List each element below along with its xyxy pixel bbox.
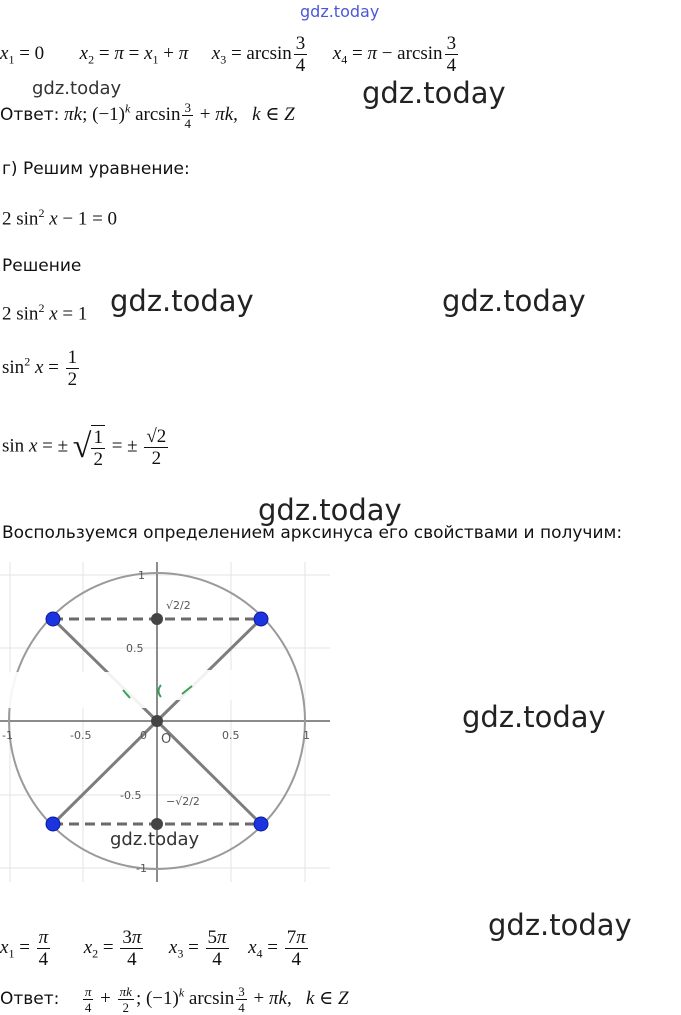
equation-step-2: $\sin^2 x$ = $\frac{1}{2}$ (2, 347, 78, 390)
watermark: gdz.today (462, 700, 606, 734)
tick-y-1: 1 (138, 569, 145, 582)
answer-suffix: k ∈ Z (252, 103, 295, 125)
watermark: gdz.today (362, 76, 506, 110)
point-q3 (46, 817, 60, 831)
equation-step-1: 2 $\sin^2 x = 1$ (2, 301, 88, 325)
equation: 2 $\sin^2 x - 1 = 0$ (2, 206, 118, 230)
point-q2 (46, 612, 60, 626)
neg-sqrt2-over-2-label: −√2/2 (166, 795, 200, 808)
origin-label: O (161, 732, 172, 747)
tick-x-0: 0 (140, 729, 147, 742)
tick-x-1: 1 (303, 729, 310, 742)
watermark: gdz.today (32, 78, 122, 99)
tick-y-05: 0.5 (126, 642, 144, 655)
section-heading: г) Решим уравнение: (2, 159, 190, 179)
solution-label: Решение (2, 256, 82, 276)
watermark: gdz.today (442, 284, 586, 318)
final-answer-line: Ответ: $\frac{\pi}{4}$ + $\frac{\pi k}{2}$ ; $(-1)^k$ arcsin $\frac{3}{4}$ + πk, k ∈ Z (0, 984, 349, 1015)
answer-line: Ответ: πk; $(-1)^k$ arcsin $\frac{3}{4}$ + πk, k ∈ Z (0, 100, 295, 131)
watermark: gdz.today (300, 2, 380, 21)
answer-label: Ответ: (0, 104, 60, 125)
tick-y-neg1: -1 (136, 862, 147, 875)
roots-line: $x_1 = 0$ $x_2 = \pi = x_1 + \pi$ $x_3 = \arcsin$ $\frac{3}{4}$ $x_4 = \pi - \arcsin$ $\frac{3}{4}$ (0, 33, 457, 76)
sqrt2-over-2-label: √2/2 (166, 599, 191, 612)
watermark: gdz.today (110, 829, 200, 850)
arcsin-text: Воспользуемся определением арксинуса его свойствами и получим: (2, 523, 623, 543)
equation-step-3: sin x = ± √ $\frac{1}{2}$ = ± $\frac{√2}{2}$ (2, 425, 167, 470)
tick-x-neg05: -0.5 (70, 729, 92, 742)
watermark: gdz.today (110, 284, 254, 318)
tick-x-05: 0.5 (222, 729, 240, 742)
answer-label: Ответ: (0, 988, 60, 1009)
tick-x-neg1: -1 (2, 729, 13, 742)
point-q1 (254, 612, 268, 626)
watermark: gdz.today (258, 493, 402, 527)
tick-y-neg05: -0.5 (120, 789, 142, 802)
point-q4 (254, 817, 268, 831)
watermark: gdz.today (488, 908, 632, 942)
answer-suffix: k ∈ Z (305, 987, 349, 1009)
final-roots-line: $x_1$ = $\frac{\pi}{4}$ $x_2$ = $\frac{3\pi}{4}$ $x_3$ = $\frac{5\pi}{4}$ $x_4$ = $\frac{7\pi}{4}$ (0, 927, 306, 970)
